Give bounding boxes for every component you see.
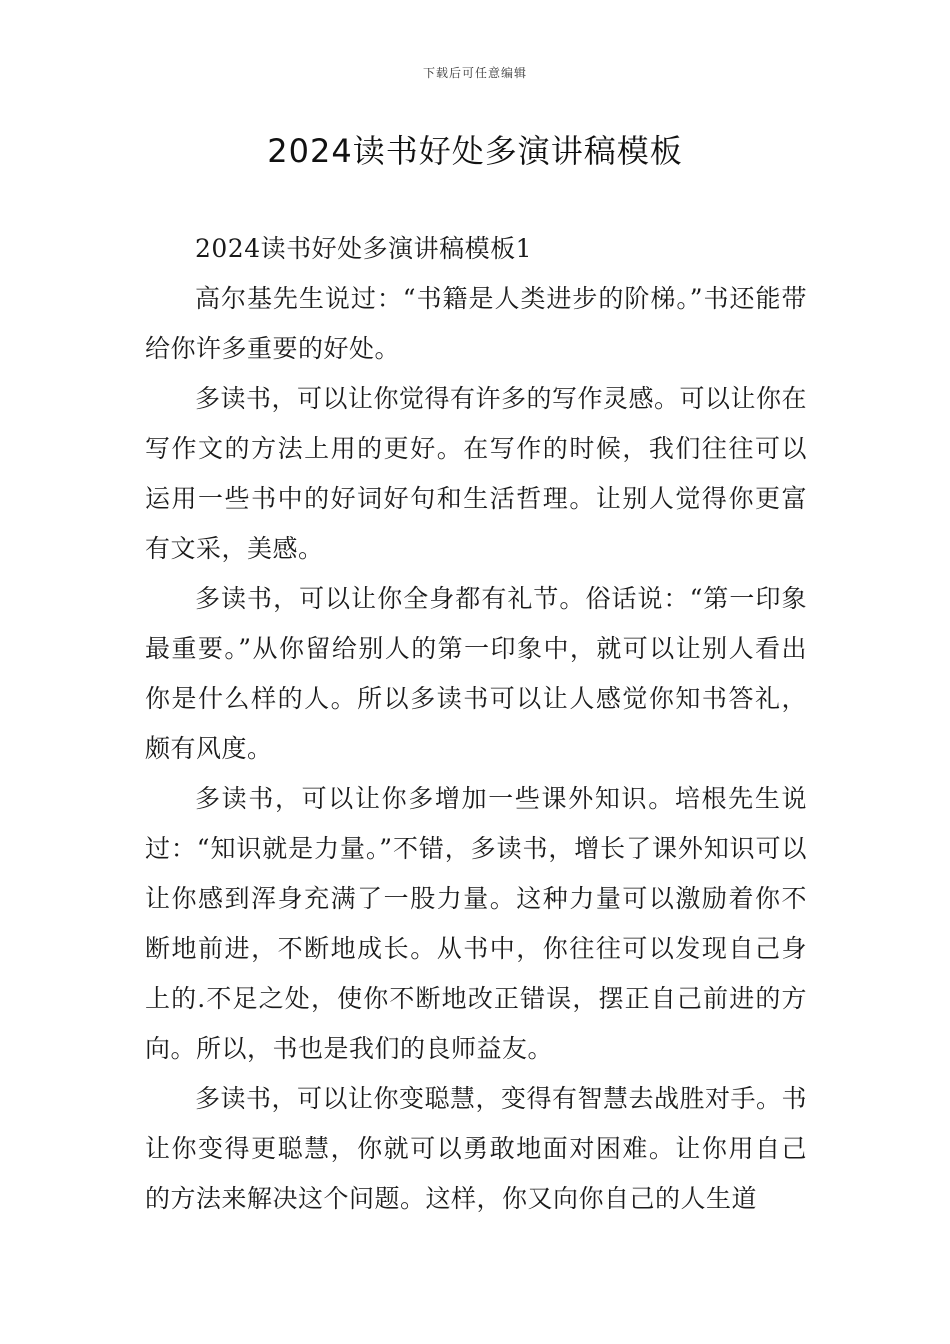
paragraph-subtitle: 2024读书好处多演讲稿模板1 [195,234,533,263]
paragraph: 多读书，可以让你多增加一些课外知识。培根先生说过：“知识就是力量。”不错，多读书，增长了课外知识可以让你感到浑身充满了一股力量。这种力量可以激励着你不断地前进，不断地成长。从书中，你往往可以发现自己身上的.不足之处，使你不断地改正错误，摆正自己前进的方向。所以，书也是我们的良师益友。 [145,784,807,1063]
document-body [145,224,807,1224]
document-title: 2024读书好处多演讲稿模板 [267,132,683,170]
paragraph: 多读书，可以让你全身都有礼节。俗话说：“第一印象最重要。”从你留给别人的第一印象中，就可以让别人看出你是什么样的人。所以多读书可以让人感觉你知书答礼，颇有风度。 [145,584,807,763]
paragraph: 高尔基先生说过：“书籍是人类进步的阶梯。”书还能带给你许多重要的好处。 [145,284,807,363]
paragraph: 多读书，可以让你觉得有许多的写作灵感。可以让你在写作文的方法上用的更好。在写作的时候，我们往往可以运用一些书中的好词好句和生活哲理。让别人觉得你更富有文采，美感。 [145,384,808,563]
paragraph: 多读书，可以让你变聪慧，变得有智慧去战胜对手。书让你变得更聪慧，你就可以勇敢地面对困难。让你用自己的方法来解决这个问题。这样，你又向你自己的人生道 [145,1084,808,1213]
header-note: 下载后可任意编辑 [422,66,527,80]
